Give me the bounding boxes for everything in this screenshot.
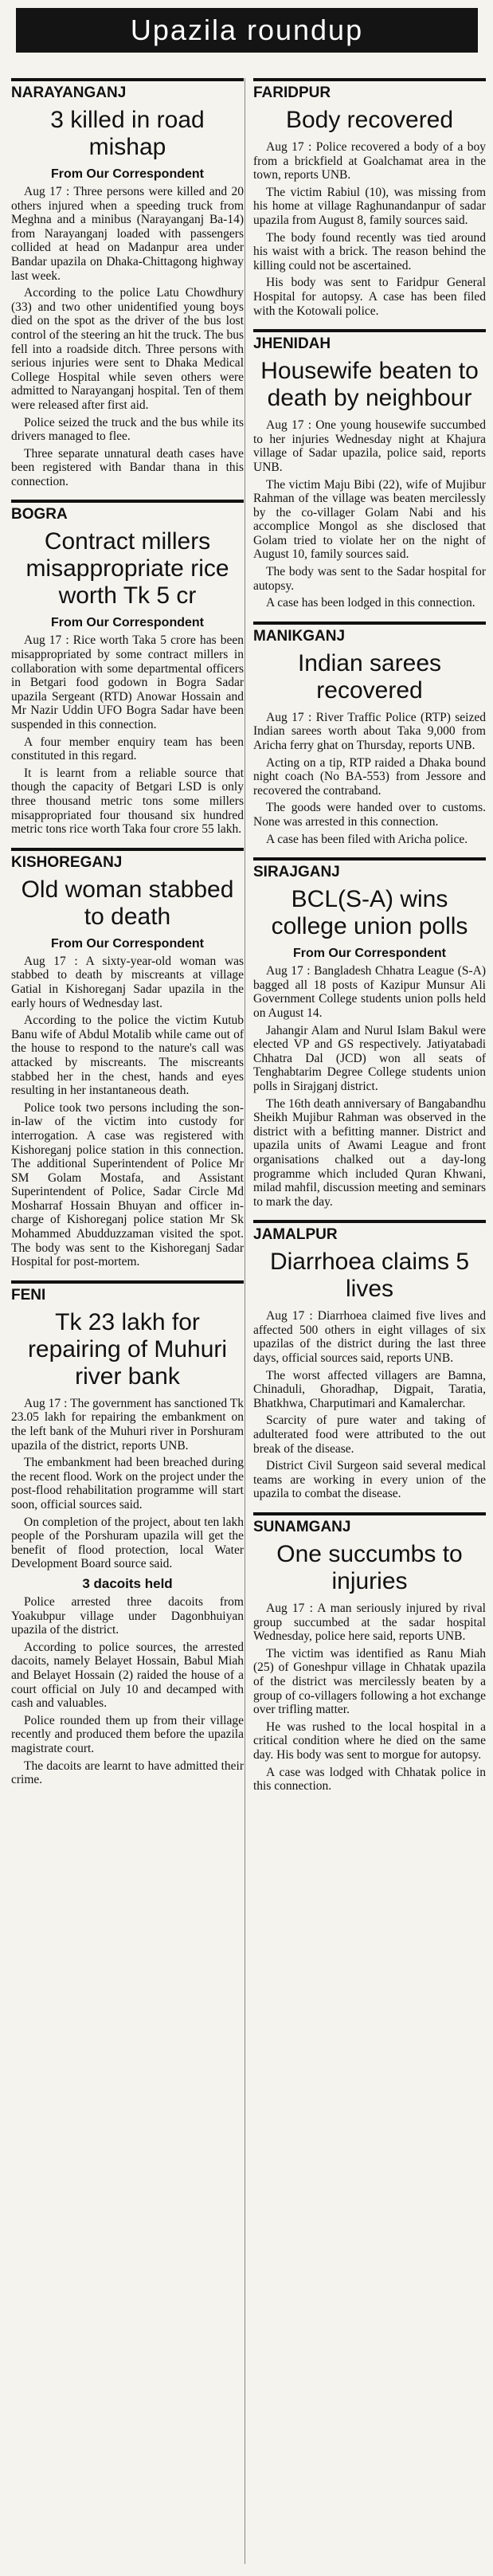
- paragraph: According to police sources, the arrested dacoits, namely Belayet Hossain, Babul Miah and Belayet Hossain (2) raided the house of a court official on July 10 and decamped with cash and valuables.: [11, 1640, 244, 1711]
- story-headline: 3 killed in road mishap: [50, 107, 205, 160]
- paragraph: Aug 17 : Diarrhoea claimed five lives and affected 500 others in eight villages of six upazilas of the district during the last three days, official sources said, reports UNB.: [253, 1309, 486, 1366]
- left-column: [11, 78, 244, 2564]
- section-label: JAMALPUR: [253, 1220, 486, 1244]
- paragraph: The victim Maju Bibi (22), wife of Mujibur Rahman of the village was beaten mercilessly by the co-villager Golam Nabi and his accomplice Mongol as she disclosed that Golam tried to violate her on the night of August 10, family sources said.: [253, 477, 486, 562]
- story-headline: One succumbs to injuries: [276, 1541, 463, 1594]
- story: [253, 1220, 486, 1501]
- story-body: [253, 140, 486, 318]
- paragraph: On completion of the project, about ten lakh people of the Porshuram upazila will get the benefit of flood protection, local Water Development Board source said.: [11, 1515, 244, 1571]
- story-body: [11, 633, 244, 836]
- paragraph: The body was sent to the Sadar hospital for autopsy.: [253, 565, 486, 593]
- story-body: [11, 955, 244, 1269]
- story: [11, 78, 244, 488]
- paragraph: Aug 17 : One young housewife succumbed to her injuries Wednesday night at Khajura village of Sadar upazila, police said, reports UNB.: [253, 418, 486, 474]
- paragraph: A case has been filed with Aricha police.: [266, 832, 468, 846]
- section-label: BOGRA: [11, 500, 244, 523]
- paragraph: Aug 17 : A man seriously injured by rival group succumbed at the sadar hospital Wednesday, police here said, reports UNB.: [253, 1602, 486, 1644]
- section-label: SIRAJGANJ: [253, 857, 486, 881]
- story: [253, 78, 486, 318]
- paragraph: He was rushed to the local hospital in a critical condition where he died on the same day. His body was sent to morgue for autopsy.: [253, 1719, 486, 1762]
- paragraph: The 16th death anniversary of Bangabandhu Sheikh Mujibur Rahman was observed in the district with a befitting manner. District and upazila units of Awami League and front organisations chalked out a day-long programme which included Quran Khwani, milad mahfil, discussion meeting and seminars to mark the day.: [253, 1096, 486, 1209]
- paragraph: Jahangir Alam and Nurul Islam Bakul were elected VP and GS respectively. Jatiyatabadi Chhatra Dal (JCD) won all seats of Tenghabtarim Degree College students union polls in Sirajganj district.: [253, 1023, 486, 1093]
- byline: From Our Correspondent: [50, 616, 204, 630]
- story-headline: BCL(S-A) wins college union polls: [271, 886, 468, 940]
- story-headline: Body recovered: [285, 107, 454, 133]
- story: [253, 857, 486, 1209]
- section-label: JHENIDAH: [253, 329, 486, 353]
- paragraph: Police took two persons including the son-in-law of the victim into custody for interrogation. A case was registered with Kishoreganj police station in this connection. The additional Superintendent of Police Mr SM Golam Mostafa, and Assistant Superintendent of Police, Sadar Circle Md Mosharraf Hossain Bhuyan and officer in-charge of Kishoreganj police station Mr Sk Mohammed Abudduzzaman visited the spot. The body was sent to the Kishoreganj Sadar Hospital for post-mortem.: [11, 1100, 244, 1269]
- section-label: SUNAMGANJ: [253, 1512, 486, 1536]
- paragraph: Scarcity of pure water and taking of adulterated food were attributed to the out break of the disease.: [253, 1413, 486, 1456]
- paragraph: Police rounded them up from their village recently and produced them before the upazila magistrate court.: [11, 1713, 244, 1755]
- paragraph: The victim Rabiul (10), was missing from his home at village Raghunandanpur of sadar upazila from August 8, family sources said.: [253, 185, 486, 227]
- paragraph: Acting on a tip, RTP raided a Dhaka bound night coach (No BA-553) from Jessore and recovered the contraband.: [253, 755, 486, 798]
- paragraph: His body was sent to Faridpur General Hospital for autopsy. A case has been filed with the Kotowali police.: [253, 276, 486, 318]
- story-headline: Housewife beaten to death by neighbour: [260, 358, 479, 412]
- paragraph: The body found recently was tied around his waist with a brick. The reason behind the killing could not be ascertained.: [253, 230, 486, 272]
- paragraph: The worst affected villagers are Bamna, Chinaduli, Ghoradhap, Digpait, Taratia, Bhatkhwa, Charputimari and Kamalerchar.: [253, 1368, 486, 1410]
- story-headline: Indian sarees recovered: [297, 649, 442, 704]
- paragraph: The goods were handed over to customs. None was arrested in this connection.: [253, 801, 486, 829]
- paragraph: The embankment had been breached during the recent flood. Work on the project under the post-flood rehabilitation programme will start soon, official sources said.: [11, 1456, 244, 1511]
- paragraph: Police arrested three dacoits from Yoakubpur village under Dagonbhuiyan upazila of the district.: [11, 1594, 244, 1637]
- paragraph: A four member enquiry team has been constituted in this regard.: [11, 735, 244, 763]
- paragraph: According to the police the victim Kutub Banu wife of Abdul Motalib while came out of the house to respond to the nature's call was attacked by miscreants. The miscreants stabbed her in the chest, hands and eyes resulting in her instantaneous death.: [11, 1014, 244, 1098]
- paragraph: It is learnt from a reliable source that though the capacity of Betgari LSD is only three thousand metric tons some millers misappropriated four thousand six hundred metric tons rice worth Taka four crore 55 lakh.: [11, 766, 244, 837]
- story-body: [253, 711, 486, 846]
- paragraph: Aug 17 : Police recovered a body of a boy from a brickfield at Goalchamat area in the town, reports UNB.: [253, 140, 486, 182]
- section-label: MANIKGANJ: [253, 621, 486, 645]
- subheading: 3 dacoits held: [82, 1575, 173, 1591]
- story-body: [11, 185, 244, 488]
- byline: From Our Correspondent: [50, 936, 204, 951]
- story-headline: Diarrhoea claims 5 lives: [269, 1249, 470, 1303]
- paragraph: Aug 17 : Bangladesh Chhatra League (S-A) bagged all 18 posts of Kazipur Munsur Ali Government College students union polls held on August 14.: [253, 964, 486, 1020]
- paragraph: Aug 17 : Three persons were killed and 20 others injured when a speeding truck from Meghna and a minibus (Narayanganj Ba-14) from Narayanganj loaded with passengers collided at head on Madanpur area under Bandar upazila on Dhaka-Chittagong highway last week.: [11, 185, 244, 283]
- story-headline: Old woman stabbed to death: [21, 876, 234, 930]
- story: [11, 500, 244, 836]
- story-body: [253, 1602, 486, 1794]
- paragraph: Police seized the truck and the bus while its drivers managed to flee.: [11, 415, 244, 444]
- story: [253, 1512, 486, 1794]
- paragraph: Aug 17 : The government has sanctioned Tk 23.05 lakh for repairing the embankment on the left bank of the Muhuri river in Porshuram upazila of the district, reports UNB.: [11, 1396, 244, 1453]
- story: [11, 1280, 244, 1787]
- story-body: [253, 964, 486, 1209]
- story-body: [253, 418, 486, 610]
- paragraph: District Civil Surgeon said several medical teams are working in every union of the upazila to combat the disease.: [253, 1459, 486, 1501]
- story-body: [11, 1397, 244, 1787]
- paragraph: A case was lodged with Chhatak police in this connection.: [253, 1765, 486, 1794]
- section-label: FENI: [11, 1280, 244, 1304]
- story-headline: Contract millers misappropriate rice worth Tk 5 cr: [25, 528, 229, 610]
- paragraph: According to the police Latu Chowdhury (33) and two other unidentified young boys died on the spot as the driver of the bus lost control of the steering an hit the truck. The bus fell into a roadside ditch. Three persons with serious injuries were sent to Dhaka Medical College Hospital while seven others were admitted to Narayanganj hospital. Ten of them were released after first aid.: [11, 286, 244, 412]
- paragraph: Aug 17 : A sixty-year-old woman was stabbed to death by miscreants at village Gatial in Kishoreganj Sadar upazila in the early hours of Wednesday last.: [11, 954, 244, 1010]
- byline: From Our Correspondent: [292, 947, 446, 961]
- section-label: FARIDPUR: [253, 78, 486, 102]
- paragraph: Aug 17 : Rice worth Taka 5 crore has been misappropriated by some contract millers in collaboration with some departmental officers in Betgari food godown in Bogra Sadar upazila Sergeant (RTD) Anowar Hossain and Mr Nazir Uddin UFO Bogra Sadar have been suspended in this connection.: [11, 633, 244, 732]
- section-label: KISHOREGANJ: [11, 848, 244, 872]
- paragraph: The dacoits are learnt to have admitted their crime.: [11, 1759, 244, 1787]
- section-label: NARAYANGANJ: [11, 78, 244, 102]
- paragraph: Aug 17 : River Traffic Police (RTP) seized Indian sarees worth about Taka 9,000 from Aricha ferry ghat on Thursday, reports UNB.: [253, 710, 486, 753]
- byline: From Our Correspondent: [50, 167, 204, 181]
- story-headline: Tk 23 lakh for repairing of Muhuri river bank: [27, 1308, 228, 1390]
- story: [11, 848, 244, 1269]
- page-banner: Upazila roundup: [16, 8, 478, 53]
- right-column: [253, 78, 486, 2564]
- story-body: [253, 1309, 486, 1501]
- paragraph: A case has been lodged in this connection.: [266, 596, 475, 610]
- story: [253, 329, 486, 610]
- paragraph: The victim was identified as Ranu Miah (25) of Goneshpur village in Chhatak upazila of the district was mercilessly beaten by a group of co-villagers following a hot exchange over trifling matter.: [253, 1646, 486, 1717]
- story: [253, 621, 486, 846]
- paragraph: Three separate unnatural death cases have been registered with Bandar thana in this connection.: [11, 446, 244, 488]
